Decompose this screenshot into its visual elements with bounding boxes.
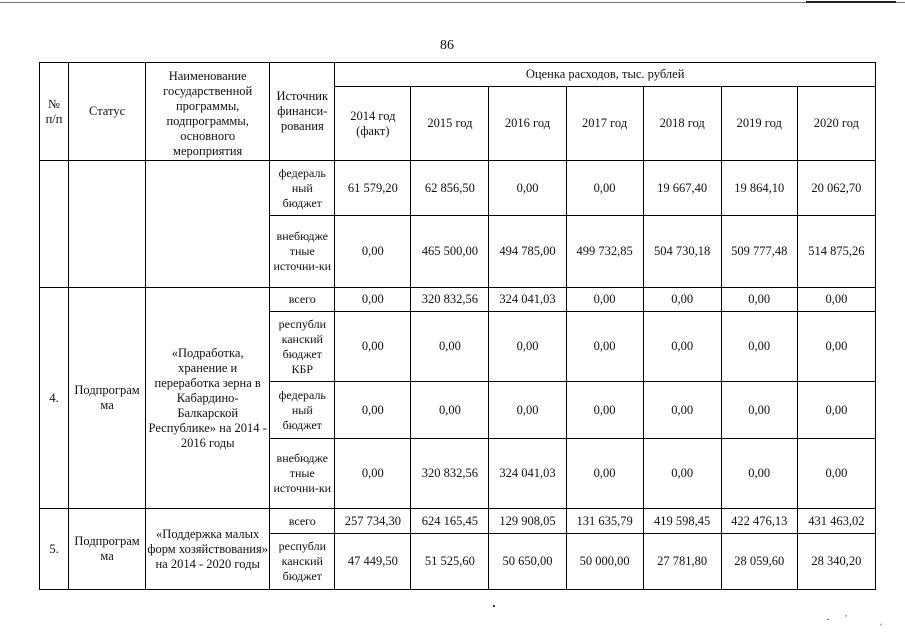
source-cell: всего bbox=[270, 288, 335, 312]
header-name: Наименование государственной программы, подпрограммы, основного мероприятия bbox=[146, 63, 270, 161]
value-cell: 257 734,30 bbox=[335, 509, 411, 534]
header-year: 2016 год bbox=[489, 87, 566, 161]
header-year: 2014 год (факт) bbox=[335, 87, 411, 161]
header-status: Статус bbox=[69, 63, 146, 161]
page-number: 86 bbox=[440, 38, 454, 53]
source-cell: республи канский бюджет КБР bbox=[270, 312, 335, 382]
value-cell: 494 785,00 bbox=[489, 216, 566, 288]
value-cell: 0,00 bbox=[721, 439, 797, 509]
value-cell: 0,00 bbox=[335, 312, 411, 382]
header-expenses: Оценка расходов, тыс. рублей bbox=[335, 63, 876, 87]
value-cell: 0,00 bbox=[566, 312, 643, 382]
value-cell: 504 730,18 bbox=[643, 216, 721, 288]
source-cell: республи канский бюджет bbox=[270, 534, 335, 590]
value-cell: 0,00 bbox=[721, 288, 797, 312]
value-cell: 47 449,50 bbox=[335, 534, 411, 590]
row-program-name: «Подработка, хранение и переработка зерна в Кабардино-Балкарской Республике» на 2014 - 2016 годы bbox=[146, 288, 270, 509]
value-cell: 465 500,00 bbox=[411, 216, 489, 288]
value-cell: 0,00 bbox=[721, 382, 797, 439]
value-cell: 61 579,20 bbox=[335, 161, 411, 216]
value-cell: 0,00 bbox=[797, 382, 875, 439]
value-cell: 431 463,02 bbox=[797, 509, 875, 534]
value-cell: 51 525,60 bbox=[411, 534, 489, 590]
value-cell: 514 875,26 bbox=[797, 216, 875, 288]
header-row-1 bbox=[40, 63, 876, 87]
value-cell: 0,00 bbox=[566, 161, 643, 216]
row-status: Подпрограм ма bbox=[69, 288, 146, 509]
empty-cell bbox=[69, 161, 146, 288]
value-cell: 0,00 bbox=[411, 382, 489, 439]
value-cell: 62 856,50 bbox=[411, 161, 489, 216]
table-row bbox=[40, 509, 876, 534]
value-cell: 28 340,20 bbox=[797, 534, 875, 590]
source-cell: всего bbox=[270, 509, 335, 534]
source-cell: федераль ный бюджет bbox=[270, 161, 335, 216]
value-cell: 19 667,40 bbox=[643, 161, 721, 216]
value-cell: 131 635,79 bbox=[566, 509, 643, 534]
value-cell: 0,00 bbox=[489, 161, 566, 216]
value-cell: 0,00 bbox=[797, 439, 875, 509]
value-cell: 320 832,56 bbox=[411, 288, 489, 312]
value-cell: 499 732,85 bbox=[566, 216, 643, 288]
source-cell: внебюдже тные источни-ки bbox=[270, 216, 335, 288]
corner-marks: ·˙ ˌ bbox=[826, 612, 897, 626]
header-year: 2015 год bbox=[411, 87, 489, 161]
value-cell: 28 059,60 bbox=[721, 534, 797, 590]
header-num: № п/п bbox=[40, 63, 69, 161]
value-cell: 0,00 bbox=[566, 382, 643, 439]
empty-cell bbox=[40, 161, 69, 288]
value-cell: 0,00 bbox=[335, 382, 411, 439]
value-cell: 0,00 bbox=[643, 312, 721, 382]
value-cell: 0,00 bbox=[489, 312, 566, 382]
header-year: 2019 год bbox=[721, 87, 797, 161]
row-number: 4. bbox=[40, 288, 69, 509]
row-number: 5. bbox=[40, 509, 69, 590]
value-cell: 320 832,56 bbox=[411, 439, 489, 509]
empty-cell bbox=[146, 161, 270, 288]
value-cell: 324 041,03 bbox=[489, 288, 566, 312]
value-cell: 27 781,80 bbox=[643, 534, 721, 590]
value-cell: 419 598,45 bbox=[643, 509, 721, 534]
value-cell: 324 041,03 bbox=[489, 439, 566, 509]
header-year: 2020 год bbox=[797, 87, 875, 161]
value-cell: 0,00 bbox=[643, 439, 721, 509]
header-source: Источник финанси-рования bbox=[270, 63, 335, 161]
value-cell: 0,00 bbox=[335, 216, 411, 288]
value-cell: 19 864,10 bbox=[721, 161, 797, 216]
value-cell: 50 650,00 bbox=[489, 534, 566, 590]
header-year: 2017 год bbox=[566, 87, 643, 161]
value-cell: 20 062,70 bbox=[797, 161, 875, 216]
value-cell: 0,00 bbox=[489, 382, 566, 439]
value-cell: 129 908,05 bbox=[489, 509, 566, 534]
source-cell: федераль ный бюджет bbox=[270, 382, 335, 439]
value-cell: 0,00 bbox=[566, 288, 643, 312]
value-cell: 0,00 bbox=[335, 439, 411, 509]
scan-edge-mark bbox=[806, 1, 896, 3]
value-cell: 509 777,48 bbox=[721, 216, 797, 288]
row-program-name: «Поддержка малых форм хозяйствования» на 2014 - 2020 годы bbox=[146, 509, 270, 590]
scan-speck bbox=[493, 605, 495, 607]
value-cell: 624 165,45 bbox=[411, 509, 489, 534]
value-cell: 0,00 bbox=[411, 312, 489, 382]
value-cell: 0,00 bbox=[797, 312, 875, 382]
value-cell: 0,00 bbox=[643, 288, 721, 312]
value-cell: 0,00 bbox=[566, 439, 643, 509]
value-cell: 422 476,13 bbox=[721, 509, 797, 534]
value-cell: 0,00 bbox=[335, 288, 411, 312]
value-cell: 0,00 bbox=[721, 312, 797, 382]
table-row bbox=[40, 161, 876, 216]
value-cell: 50 000,00 bbox=[566, 534, 643, 590]
value-cell: 0,00 bbox=[643, 382, 721, 439]
row-status: Подпрограм ма bbox=[69, 509, 146, 590]
value-cell: 0,00 bbox=[797, 288, 875, 312]
scan-edge-line bbox=[0, 2, 905, 3]
expenses-table bbox=[39, 62, 876, 590]
header-year: 2018 год bbox=[643, 87, 721, 161]
table-row bbox=[40, 288, 876, 312]
source-cell: внебюдже тные источни-ки bbox=[270, 439, 335, 509]
